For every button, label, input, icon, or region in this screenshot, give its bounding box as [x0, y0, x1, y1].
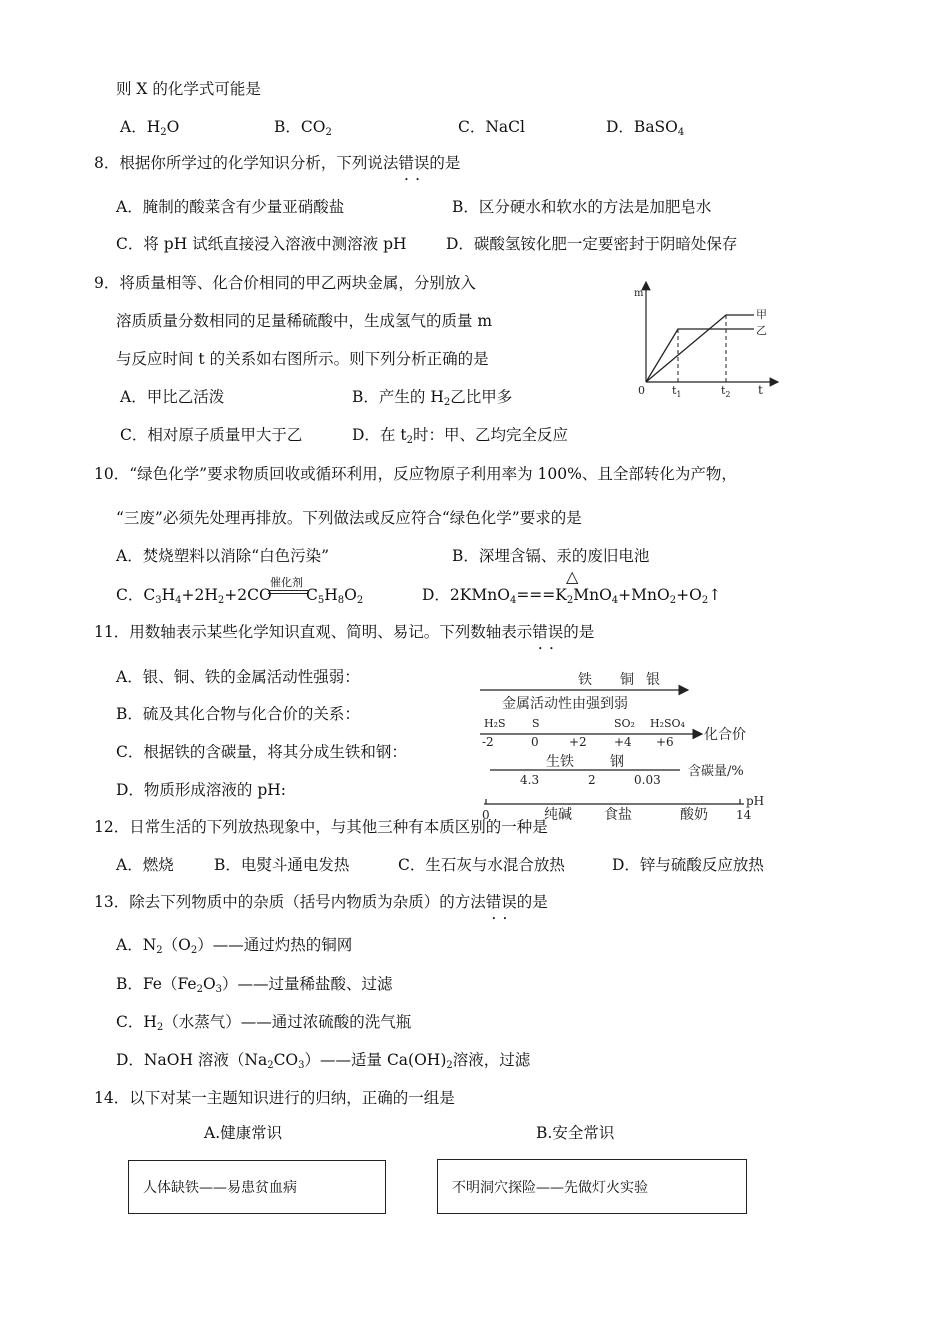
q10-catalyst-label: 催化剂	[270, 576, 303, 589]
q9-t2-label: $t_2$	[721, 384, 731, 399]
q9-hydrogen-graph	[622, 272, 792, 404]
q10-option-c: C．$C_3H_4+2H_2+2CO$	[116, 586, 272, 606]
q10-stem-line2: “三废”必须先处理再排放。下列做法或反应符合“绿色化学”要求的是	[116, 509, 582, 527]
q11-valence-caption: 化合价	[704, 727, 746, 743]
q9-stem-line1: 9．将质量相等、化合价相同的甲乙两块金属，分别放入	[94, 274, 476, 292]
q13-option-a: A．$N_2(O_2)——$通过灼热的铜网	[116, 936, 353, 956]
q11-species-h2s: H₂S	[484, 717, 506, 730]
q11-valence-pos2: +2	[569, 735, 587, 749]
q11-metal-cu: 铜	[620, 672, 634, 688]
q8-option-d: D．碳酸氢铵化肥一定要密封于阴暗处保存	[446, 235, 738, 253]
q11-valence-pos6: +6	[656, 735, 674, 749]
q8-emphasis: 错误 • •	[398, 152, 429, 174]
q9-x-label: t	[758, 383, 763, 397]
q11-option-b: B．硫及其化合物与化合价的关系：	[116, 705, 360, 723]
q12-stem: 12．日常生活的下列放热现象中，与其他三种有本质区别的一种是	[94, 818, 548, 836]
q9-stem-line3: 与反应时间 t 的关系如右图所示。则下列分析正确的是	[116, 350, 489, 368]
q11-species-s: S	[532, 717, 540, 730]
q13-stem: 13．除去下列物质中的杂质（括号内物质为杂质）的方法错误 • •的是	[94, 891, 548, 913]
q14-title-a: A.健康常识	[204, 1124, 283, 1142]
q9-line-jia	[646, 315, 754, 382]
q11-label-pig-iron: 生铁	[546, 754, 574, 770]
q12-option-d: D．锌与硫酸反应放热	[612, 856, 764, 874]
q11-ph-14: 14	[736, 808, 752, 822]
q14-title-b: B.安全常识	[536, 1124, 615, 1142]
q13-option-d: D．NaOH 溶液$(Na_2CO_3)——$适量 $Ca(OH)_2$溶液，过滤	[116, 1051, 531, 1071]
q11-stem: 11．用数轴表示某些化学知识直观、简明、易记。下列数轴表示错误 • •的是	[94, 621, 594, 643]
q11-ph-unit: pH	[746, 794, 765, 808]
q10-reaction-line-bottom	[268, 593, 308, 594]
q9-option-b: B．产生的 $H_2$乙比甲多	[352, 388, 513, 408]
q11-axis-carbon	[490, 753, 744, 787]
q11-carbon-0-03: 0.03	[634, 773, 661, 787]
q14-stem: 14．以下对某一主题知识进行的归纳，正确的一组是	[94, 1089, 455, 1107]
q13-option-c: C．$H_2$（水蒸气）——通过浓硫酸的洗气瓶	[116, 1013, 412, 1033]
q13-emphasis: 错误 • •	[486, 891, 517, 913]
q11-species-h2so4: H₂SO₄	[650, 717, 685, 730]
q9-series-yi: 乙	[756, 324, 767, 337]
q11-species-so2: SO₂	[614, 717, 635, 730]
q8-option-b: B．区分硬水和软水的方法是加肥皂水	[452, 198, 712, 216]
q11-valence-pos4: +4	[614, 735, 632, 749]
q10-stem-line1: 10．“绿色化学”要求物质回收或循环利用，反应物原子利用率为 100%、且全部转化为产物，	[94, 465, 737, 483]
q11-activity-caption: 金属活动性由强到弱	[502, 696, 628, 712]
q11-valence-neg2: -2	[482, 735, 494, 749]
q7-option-c: C．NaCl	[458, 118, 525, 136]
q9-y-label: m	[634, 288, 644, 299]
q9-origin-label: 0	[638, 384, 645, 397]
q9-stem-line2: 溶质质量分数相同的足量稀硫酸中，生成氢气的质量 m	[116, 312, 493, 330]
q10-option-a: A．焚烧塑料以消除“白色污染”	[116, 547, 330, 565]
q11-ph-salt: 食盐	[604, 807, 632, 823]
q12-option-a: A．燃烧	[116, 856, 174, 874]
q10-option-c-product: $C_5H_8O_2$	[306, 586, 364, 606]
q11-option-c: C．根据铁的含碳量，将其分成生铁和钢：	[116, 743, 407, 761]
q11-emphasis: 错误 • •	[532, 621, 563, 643]
q11-ph-0: 0	[482, 808, 490, 822]
q12-option-b: B．电熨斗通电发热	[214, 856, 350, 874]
q7-stem-tail: 则 X 的化学式可能是	[116, 80, 261, 98]
q11-valence-0: 0	[531, 735, 539, 749]
q11-metal-ag: 银	[646, 672, 660, 688]
q9-option-c: C．相对原子质量甲大于乙	[120, 426, 303, 444]
q11-carbon-caption: 含碳量/%	[688, 764, 744, 779]
q8-option-a: A．腌制的酸菜含有少量亚硝酸盐	[116, 198, 345, 216]
q8-stem: 8．根据你所学过的化学知识分析，下列说法错误 • •的是	[94, 152, 460, 174]
q10-option-b: B．深埋含镉、汞的废旧电池	[452, 547, 650, 565]
q11-metal-fe: 铁	[578, 672, 592, 688]
q14-box-a: 人体缺铁——易患贫血病	[128, 1160, 386, 1214]
q11-carbon-2: 2	[588, 773, 596, 787]
q11-axis-activity	[480, 671, 688, 712]
q9-series-jia: 甲	[756, 308, 767, 321]
q9-t1-label: $t_1$	[672, 384, 682, 399]
q8-option-c: C．将 pH 试纸直接浸入溶液中测溶液 pH	[116, 235, 407, 253]
q10-reaction-line-top	[268, 590, 308, 591]
q12-option-c: C．生石灰与水混合放热	[398, 856, 565, 874]
q11-ph-soda: 纯碱	[544, 807, 572, 823]
q11-carbon-4-3: 4.3	[520, 773, 540, 787]
q7-option-d: D．BaSO$_4$	[606, 118, 685, 138]
q7-option-b: B．$CO_2$	[274, 118, 332, 138]
q11-ph-yogurt: 酸奶	[680, 807, 708, 823]
q7-option-a: A．$H_2O$	[120, 118, 180, 138]
q11-option-d: D．物质形成溶液的 pH:	[116, 781, 287, 799]
q11-number-axes	[474, 664, 784, 824]
q9-option-a: A．甲比乙活泼	[120, 388, 225, 406]
q10-heat-symbol: △	[566, 567, 579, 586]
q11-axis-valence	[480, 717, 746, 749]
q11-option-a: A．银、铜、铁的金属活动性强弱：	[116, 668, 360, 686]
q11-label-steel: 钢	[610, 754, 624, 770]
q10-option-d: D．$2KMnO_4===K_2MnO_4+MnO_2+O_2↑$	[422, 586, 722, 606]
q9-option-d: D．在 $t_2$时：甲、乙均完全反应	[352, 426, 568, 446]
q14-box-b: 不明洞穴探险——先做灯火实验	[437, 1159, 747, 1214]
q13-option-b: B．$Fe(Fe_2O_3)——$过量稀盐酸、过滤	[116, 975, 393, 995]
